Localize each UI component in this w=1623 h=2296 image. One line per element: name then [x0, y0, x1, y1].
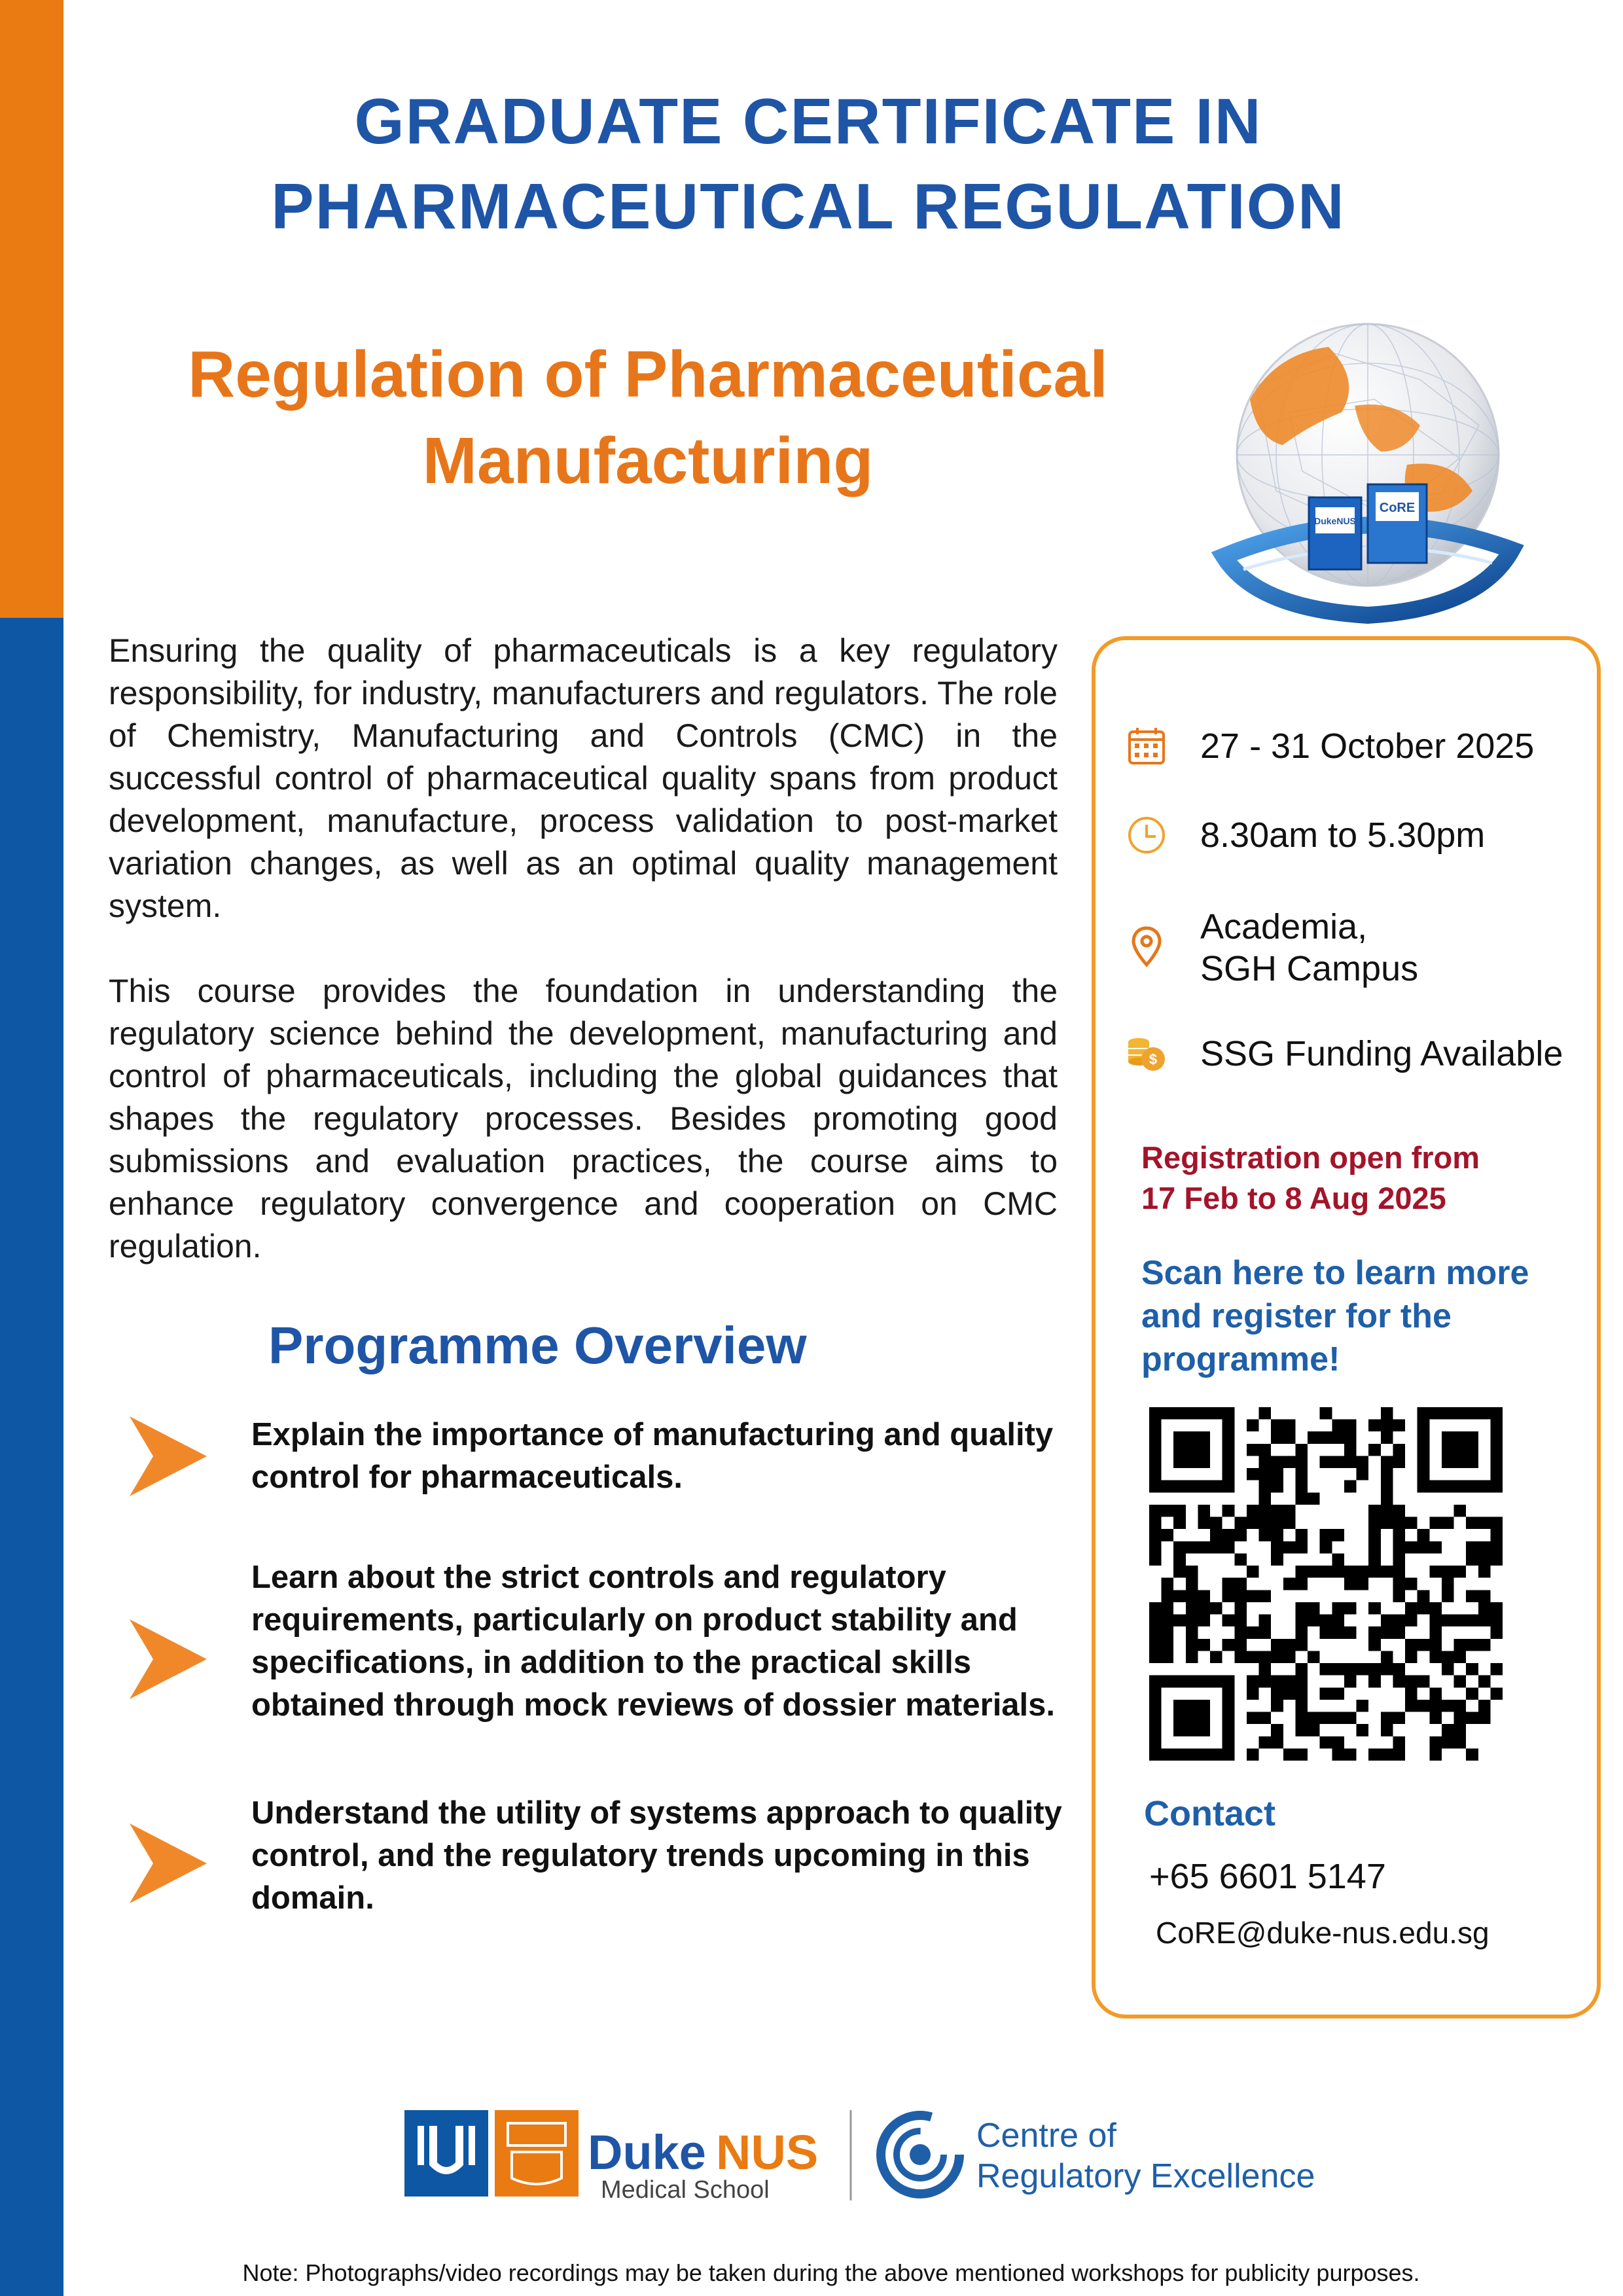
footer-note: Note: Photographs/video recordings may be taken during the above mentioned workshops for publicity purposes. [242, 2259, 1420, 2286]
intro-paragraph-2: This course provides the foundation in understanding the regulatory science behind the development, manufacturing and control of pharmaceuticals, including the global guidances that shapes the regulatory processes. Besides promoting good submissions and evaluation practices, the course aims to enhance regulatory convergence and cooperation on CMC regulation. [109, 973, 1058, 1265]
globe-illustration [1204, 301, 1531, 648]
arrow-bullet-icon [126, 1821, 211, 1906]
date-row [1126, 725, 1534, 767]
venue-line-2: SGH Campus [1200, 949, 1419, 988]
arrow-bullet-icon [126, 1617, 211, 1702]
funding-row [1126, 1033, 1563, 1075]
registration-line-1: Registration open from [1141, 1140, 1480, 1175]
side-bar-blue [0, 618, 63, 2296]
funding-text: SSG Funding Available [1200, 1034, 1563, 1073]
contact-email[interactable]: CoRE@duke-nus.edu.sg [1156, 1916, 1489, 1950]
arrow-bullet-icon [126, 1414, 211, 1499]
scan-prompt [1141, 1251, 1586, 1381]
duke-word: Duke [588, 2125, 706, 2179]
footer-logos [403, 2106, 1332, 2204]
event-time: 8.30am to 5.30pm [1200, 816, 1486, 855]
scan-line-2: and register for the [1141, 1297, 1452, 1335]
course-title [118, 331, 1178, 504]
duke-box-label: DukeNUS [1314, 516, 1356, 526]
overview-item-2: Learn about the strict controls and regulatory requirements, particularly on product stability and specifications, in addition to the practical skills obtained through mock reviews of dossier materials. [251, 1560, 1056, 1723]
svg-text:$: $ [1149, 1051, 1158, 1067]
scan-line-1: Scan here to learn more [1141, 1254, 1529, 1292]
centre-line-1: Centre of [976, 2117, 1116, 2155]
clock-icon [1126, 814, 1168, 856]
intro-text [109, 630, 1058, 1310]
intro-paragraph-1: Ensuring the quality of pharmaceuticals is a key regulatory responsibility, for industry, manufacturers and regulators. The role of Chemistry, Manufacturing and Controls (CMC) in the successful control of pharmaceutical quality spans from product development, manufacture, process validation to post-market variation changes, as well as an optimal quality management system. [109, 632, 1058, 924]
location-pin-icon [1126, 925, 1168, 967]
overview-heading: Programme Overview [268, 1316, 807, 1374]
registration-period [1141, 1138, 1586, 1219]
medical-school-text: Medical School [601, 2176, 770, 2204]
course-title-line-1: Regulation of Pharmaceutical [188, 338, 1108, 411]
scan-line-3: programme! [1141, 1340, 1340, 1378]
event-venue [1200, 906, 1418, 990]
overview-item-1: Explain the importance of manufacturing and quality control for pharmaceuticals. [251, 1417, 1054, 1495]
venue-row [1126, 906, 1418, 990]
contact-phone[interactable]: +65 6601 5147 [1149, 1857, 1386, 1896]
venue-line-1: Academia, [1200, 907, 1368, 946]
nus-word: NUS [716, 2125, 819, 2179]
duke-nus-logo [404, 2110, 818, 2204]
title-line-2: PHARMACEUTICAL REGULATION [271, 170, 1346, 242]
centre-line-2: Regulatory Excellence [976, 2157, 1315, 2195]
overview-item-3: Understand the utility of systems approach to quality control, and the regulatory trends upcoming in this domain. [251, 1795, 1062, 1916]
time-row [1126, 814, 1485, 856]
calendar-icon [1126, 725, 1168, 767]
registration-qr-code[interactable] [1149, 1407, 1503, 1761]
core-logo [881, 2115, 1315, 2195]
event-date: 27 - 31 October 2025 [1200, 726, 1535, 766]
side-bar-orange [0, 0, 63, 618]
contact-heading: Contact [1144, 1794, 1275, 1833]
coins-icon [1126, 1033, 1168, 1075]
registration-line-2: 17 Feb to 8 Aug 2025 [1141, 1181, 1446, 1215]
course-title-line-2: Manufacturing [422, 424, 874, 497]
title-line-1: GRADUATE CERTIFICATE IN [354, 85, 1262, 157]
page-title [105, 79, 1512, 249]
core-box-label: CoRE [1379, 501, 1416, 515]
